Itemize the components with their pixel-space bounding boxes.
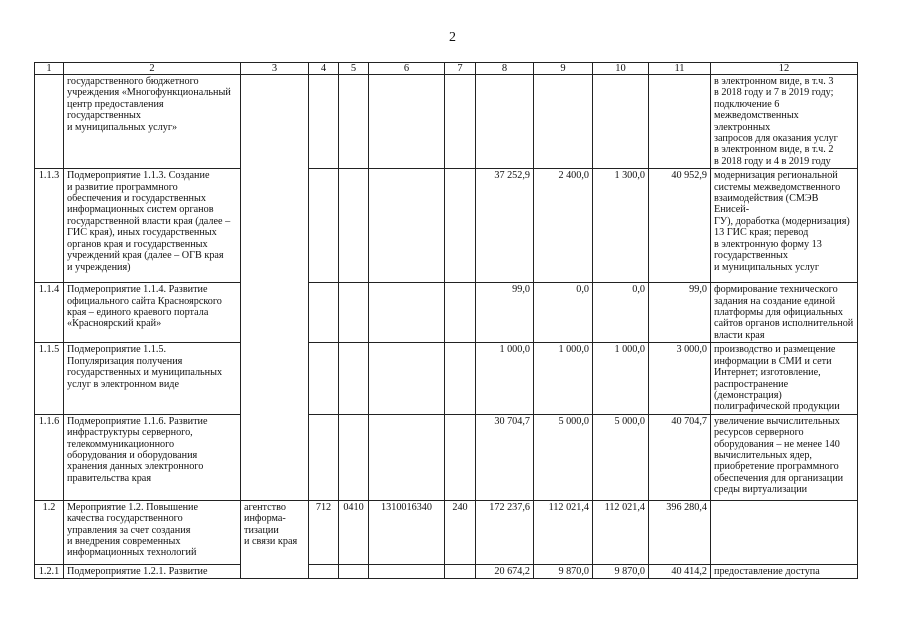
column-header: 8 [476,63,534,75]
cell-year-3 [593,75,649,169]
row-result: увеличение вычислительных ресурсов серверного оборудования – не менее 140 вычислительных ядер, приобретение программного обеспечения для организации среды виртуализации [711,414,858,500]
row-result [711,500,858,564]
row-result: в электронном виде, в т.ч. 3 в 2018 году и 7 в 2019 году; подключение 6 межведомственных электронных запросов для оказания услуг в электронном виде, в т.ч. 2 в 2018 году и 4 в 2019 году [711,75,858,169]
cell-year-3: 9 870,0 [593,564,649,578]
row-id: 1.2.1 [35,564,64,578]
page-number: 2 [449,30,456,45]
cell-rzpr [339,75,369,169]
cell-vr: 240 [445,500,476,564]
row-id: 1.1.6 [35,414,64,500]
cell-total [649,75,711,169]
cell-vr [445,414,476,500]
cell-total: 3 000,0 [649,343,711,414]
cell-rzpr [339,343,369,414]
cell-grbs [309,414,339,500]
column-header: 9 [534,63,593,75]
cell-rzpr [339,283,369,343]
row-id: 1.2 [35,500,64,564]
row-id: 1.1.3 [35,169,64,283]
row-name: Подмероприятие 1.2.1. Развитие [64,564,241,578]
cell-total: 40 704,7 [649,414,711,500]
program-table [34,62,858,579]
row-name: Подмероприятие 1.1.6. Развитие инфраструктуры серверного, телекоммуникационного оборудования и оборудования хранения данных электронного правительства края [64,414,241,500]
row-name: Мероприятие 1.2. Повышение качества государственного управления за счет создания и внедрения современных информационных технологий [64,500,241,564]
column-header: 3 [241,63,309,75]
cell-grbs [309,343,339,414]
cell-csr [369,564,445,578]
cell-year-2: 9 870,0 [534,564,593,578]
cell-year-2 [534,75,593,169]
column-header: 2 [64,63,241,75]
cell-csr [369,343,445,414]
table-row [35,169,858,283]
column-header: 11 [649,63,711,75]
cell-year-2: 112 021,4 [534,500,593,564]
cell-total: 40 952,9 [649,169,711,283]
cell-year-2: 2 400,0 [534,169,593,283]
cell-grbs [309,75,339,169]
cell-grbs [309,169,339,283]
cell-year-1: 30 704,7 [476,414,534,500]
column-header: 1 [35,63,64,75]
cell-total: 40 414,2 [649,564,711,578]
cell-total: 396 280,4 [649,500,711,564]
row-agency: агентство информа- тизации и связи края [241,500,309,578]
row-id: 1.1.5 [35,343,64,414]
cell-vr [445,564,476,578]
row-result: предоставление доступа [711,564,858,578]
cell-year-1: 172 237,6 [476,500,534,564]
column-number-row [35,63,858,75]
cell-year-3: 1 000,0 [593,343,649,414]
column-header: 7 [445,63,476,75]
table-row [35,564,858,578]
cell-year-3: 112 021,4 [593,500,649,564]
table-row [35,283,858,343]
cell-vr [445,283,476,343]
row-name: государственного бюджетного учреждения «Многофункциональный центр предоставления государственных и муниципальных услуг» [64,75,241,169]
cell-csr [369,414,445,500]
cell-year-1: 37 252,9 [476,169,534,283]
row-result: производство и размещение информации в СМИ и сети Интернет; изготовление, распространение (демонстрация) полиграфической продукции [711,343,858,414]
cell-csr: 1310016340 [369,500,445,564]
column-header: 10 [593,63,649,75]
cell-vr [445,169,476,283]
column-header: 4 [309,63,339,75]
cell-year-2: 1 000,0 [534,343,593,414]
cell-year-1: 99,0 [476,283,534,343]
row-agency [241,75,309,501]
cell-csr [369,169,445,283]
cell-rzpr [339,169,369,283]
cell-year-1 [476,75,534,169]
row-name: Подмероприятие 1.1.5. Популяризация получения государственных и муниципальных услуг в электронном виде [64,343,241,414]
table-row [35,500,858,564]
column-header: 6 [369,63,445,75]
table-row [35,343,858,414]
cell-rzpr [339,564,369,578]
cell-vr [445,343,476,414]
column-header: 12 [711,63,858,75]
cell-grbs [309,564,339,578]
row-name: Подмероприятие 1.1.3. Создание и развитие программного обеспечения и государственных информационных систем органов государственной власти края (далее – ГИС края), иных государственных органов края и государственных учреждений края (далее – ОГВ края и учреждения) [64,169,241,283]
cell-year-3: 5 000,0 [593,414,649,500]
cell-rzpr: 0410 [339,500,369,564]
cell-year-3: 0,0 [593,283,649,343]
cell-csr [369,283,445,343]
cell-csr [369,75,445,169]
table-row [35,75,858,169]
row-id: 1.1.4 [35,283,64,343]
row-result: формирование технического задания на создание единой платформы для официальных сайтов органов исполнительной власти края [711,283,858,343]
cell-year-2: 5 000,0 [534,414,593,500]
cell-year-2: 0,0 [534,283,593,343]
row-id [35,75,64,169]
cell-year-1: 20 674,2 [476,564,534,578]
row-name: Подмероприятие 1.1.4. Развитие официального сайта Красноярского края – единого краевого портала «Красноярский край» [64,283,241,343]
cell-year-1: 1 000,0 [476,343,534,414]
table-row [35,414,858,500]
row-result: модернизация региональной системы межведомственного взаимодействия (СМЭВ Енисей- ГУ), доработка (модернизация) 13 ГИС края; перевод в электронную форму 13 государственных и муниципальных услуг [711,169,858,283]
cell-grbs: 712 [309,500,339,564]
cell-rzpr [339,414,369,500]
cell-year-3: 1 300,0 [593,169,649,283]
column-header: 5 [339,63,369,75]
cell-total: 99,0 [649,283,711,343]
cell-vr [445,75,476,169]
cell-grbs [309,283,339,343]
